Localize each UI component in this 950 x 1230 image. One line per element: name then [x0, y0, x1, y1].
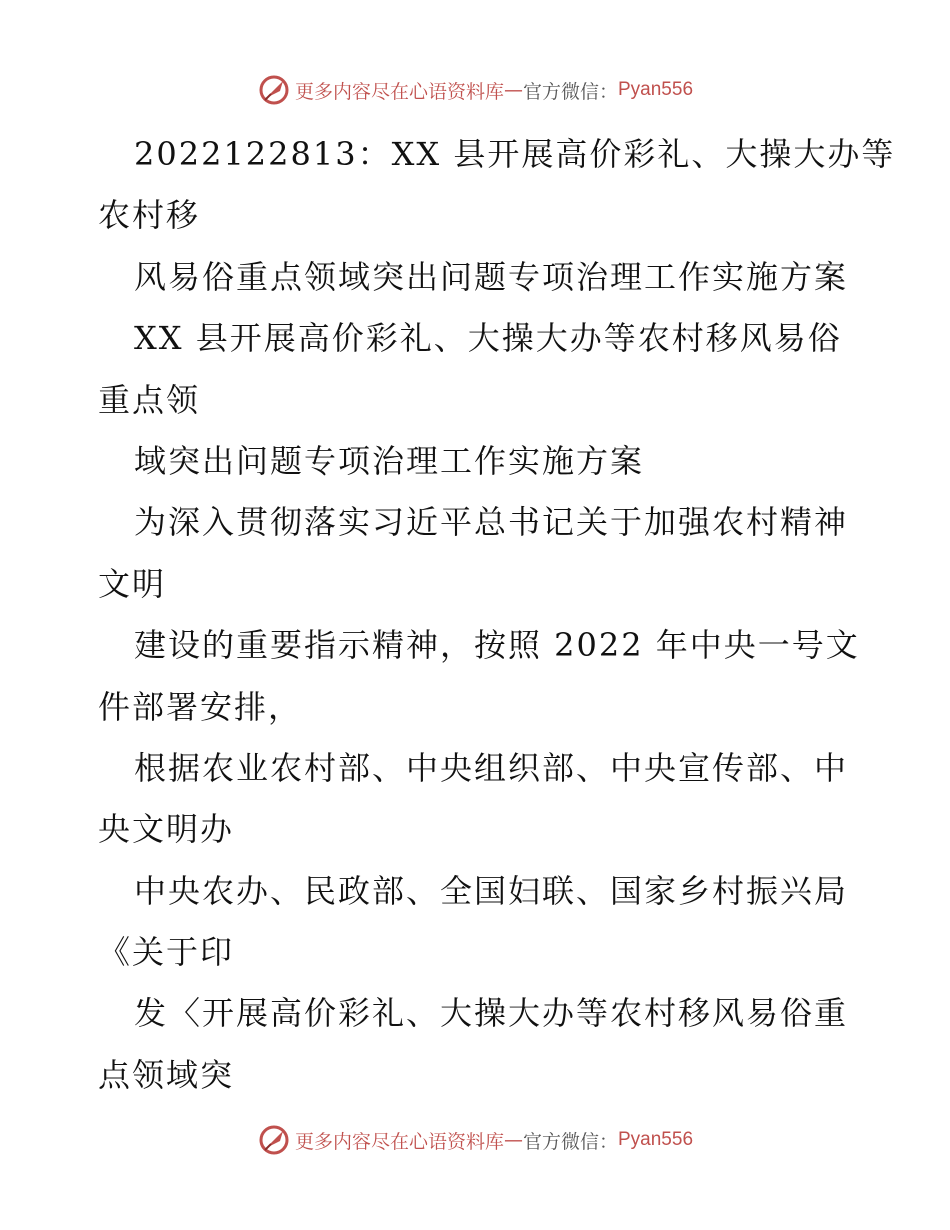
body-line: 文明 [98, 564, 167, 603]
body-line: XX 县开展高价彩礼、大操大办等农村移风易俗 [134, 319, 842, 358]
body-line: 根据农业农村部、中央组织部、中央宣传部、中 [134, 748, 849, 787]
watermark-text: 更多内容尽在心语资料库 [294, 80, 504, 103]
body-line: 农村移 [98, 196, 201, 235]
quill-logo-icon [257, 73, 291, 107]
body-line: 2022122813：XX 县开展高价彩礼、大操大办等 [134, 135, 896, 173]
watermark-banner-bottom [0, 1120, 950, 1160]
watermark-dash: — [503, 79, 523, 101]
body-line: 发〈开展高价彩礼、大操大办等农村移风易俗重 [134, 994, 849, 1033]
body-line: 重点领 [98, 380, 201, 419]
watermark-banner-top [0, 70, 950, 110]
watermark-wechat-label: 官方微信： [522, 80, 618, 103]
watermark-wechat-id: Pyan556 [618, 1129, 694, 1150]
body-line: 点领域突 [98, 1055, 235, 1094]
quill-logo-icon [257, 1123, 291, 1157]
body-line: 央文明办 [98, 810, 235, 849]
watermark-dash: — [503, 1129, 523, 1151]
body-line: 中央农办、民政部、全国妇联、国家乡村振兴局 [134, 871, 849, 910]
body-line: 风易俗重点领域突出问题专项治理工作实施方案 [134, 257, 849, 296]
body-line: 域突出问题专项治理工作实施方案 [134, 441, 645, 480]
document-body [98, 124, 896, 1106]
body-line: 为深入贯彻落实习近平总书记关于加强农村精神 [134, 503, 849, 542]
body-line: 《关于印 [98, 933, 235, 972]
body-line: 件部署安排， [98, 687, 303, 726]
watermark-wechat-id: Pyan556 [618, 79, 694, 100]
watermark-text: 更多内容尽在心语资料库 [294, 1130, 504, 1153]
body-line: 建设的重要指示精神，按照 2022 年中央一号文 [134, 626, 860, 665]
watermark-wechat-label: 官方微信： [522, 1130, 618, 1153]
